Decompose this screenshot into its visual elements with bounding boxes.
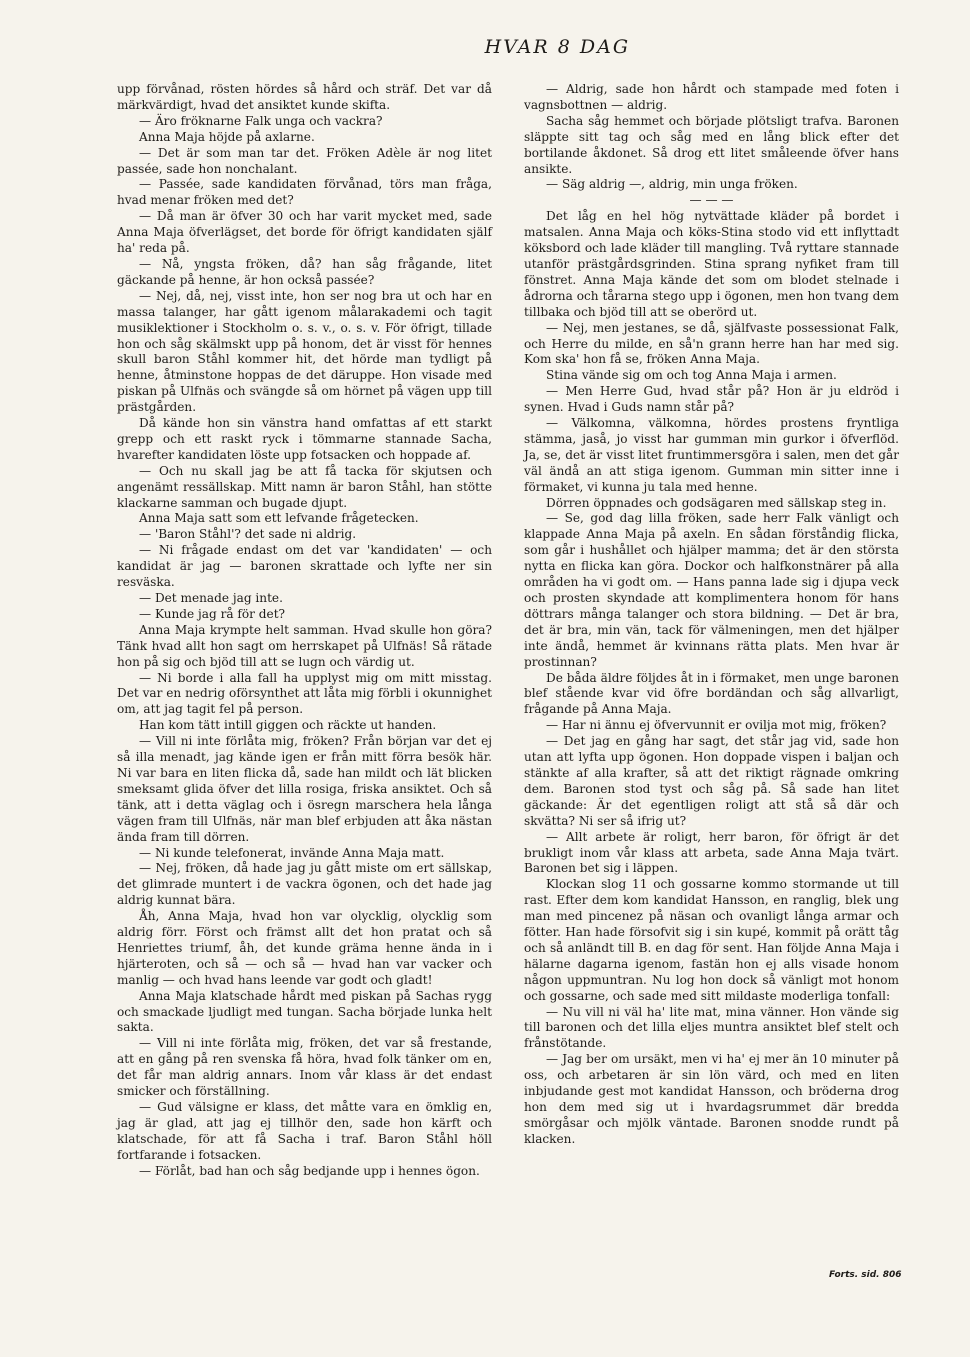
paragraph: Anna Maja klatschade hårdt med piskan på Sachas rygg och smackade ljudligt med tungan. Sacha började lunka helt sakta. (117, 988, 492, 1035)
paragraph: De båda äldre följdes åt in i förmaket, men unge baronen blef stående kvar vid öfre bordändan och såg allvarligt, frågande på Anna Maja. (524, 670, 899, 717)
left-text-column (117, 82, 492, 1180)
paragraph: — Allt arbete är roligt, herr baron, för öfrigt är det brukligt inom vår klass att arbeta, sade Anna Maja tvärt. Baronen bet sig i läppen. (524, 829, 899, 876)
paragraph: — Det är som man tar det. Fröken Adèle är nog litet passée, sade hon nonchalant. (117, 145, 492, 176)
paragraph: — Det menade jag inte. (139, 591, 283, 605)
paragraph: — Ni borde i alla fall ha upplyst mig om mitt misstag. Det var en nedrig oförsynthet att låta mig förbli i okunnighet om, att jag tagit fel på person. (117, 670, 492, 717)
paragraph: Det låg en hel hög nytvättade kläder på bordet i matsalen. Anna Maja och köks-Stina stodo vid ett inflyttadt köksbord och lade kläder till mangling. Två ryttare stannade utanför prästgårdsgrinden. Stina sprang nyfiket fram till fönstret. Anna Maja kände det som om blodet stelnade i ådrorna och tårarna stego upp i ögonen, men hon tvang dem tillbaka och bjöd till att se oberörd ut. (524, 209, 899, 319)
paragraph: — Se, god dag lilla fröken, sade herr Falk vänligt och klappade Anna Maja på axeln. En sådan förståndig flicka, som går i hushållet och hjälper mamma; det är den största nytta en flicka kan göra. Dockor och halfkonstnärer på alla områden ha vi godt om. — Hans panna lade sig i djupa veck och prosten skyndade att komplimentera honom för hans döttrars många talanger och stora bildning. — Det är bra, det är bra, min vän, tack för välmeningen, men det hjälper inte ändå, hemmet är kvinnans rätta plats. Men hvar är prostinnan? (524, 511, 899, 669)
paragraph: — Nu vill ni väl ha' lite mat, mina vänner. Hon vände sig till baronen och det lilla eljes muntra ansiktet blef stelt och frånstötande. (524, 1004, 899, 1051)
paragraph: Dörren öppnades och godsägaren med sällskap steg in. (546, 495, 887, 510)
paragraph: — Nej, men jestanes, se då, själfvaste possessionat Falk, och Herre du milde, en så'n grann herre han har med sig. Kom ska' hon få se, fröken Anna Maja. (524, 320, 899, 367)
paragraph: — Äro fröknarne Falk unga och vackra? (139, 113, 383, 128)
paragraph: — Vill ni inte förlåta mig, fröken? Från början var det ej så illa menadt, jag kände igen er från mitt förra besök här. Ni var bara en liten flicka då, sade han mildt och lät blicken smeksamt glida öfver det lilla rosiga, friska ansiktet. Och så tänk, att i detta väglag och i ösregn marschera hela långa vägen fram till Ulfnäs, när man blef erbjuden att åka nästan ända fram till dörren. (117, 734, 492, 844)
paragraph: — Förlåt, bad han och såg bedjande upp i hennes ögon. (139, 1163, 480, 1178)
paragraph: Anna Maja satt som ett lefvande frågetecken. (139, 511, 419, 526)
paragraph: Stina vände sig om och tog Anna Maja i armen. (546, 368, 837, 383)
paragraph: — Ni kunde telefonerat, invände Anna Maja matt. (139, 845, 445, 860)
paragraph: — Passée, sade kandidaten förvånad, törs man fråga, hvad menar fröken med det? (117, 177, 492, 208)
paragraph: — 'Baron Ståhl'? det sade ni aldrig. (139, 527, 357, 542)
paragraph: upp förvånad, rösten hördes så hård och sträf. Det var då märkvärdigt, hvad det ansiktet kunde skifta. (117, 82, 492, 112)
paragraph: — Nå, yngsta fröken, då? han såg frågande, litet gäckande på henne, är hon också passée? (117, 256, 492, 287)
paragraph: — Men Herre Gud, hvad står på? Hon är ju eldröd i synen. Hvad i Guds namn står på? (524, 384, 899, 415)
paragraph: — Det jag en gång har sagt, det står jag vid, sade hon utan att lyfta upp ögonen. Hon doppade vispen i baljan och stänkte af alla krafter, så att det riktigt rägnade omkring dem. Baronen stod tyst och såg på. Så sade han litet gäckande: Är det egentligen roligt att stå så där och skvätta? Ni ser så ifrig ut? (524, 734, 899, 828)
right-text-column (524, 82, 899, 1148)
paragraph: — Har ni ännu ej öfvervunnit er ovilja mot mig, fröken? (546, 718, 887, 733)
page-header-title: HVAR 8 DAG (484, 36, 630, 58)
paragraph: — Nej, fröken, då hade jag ju gått miste om ert sällskap, det glimrade muntert i de vackra ögonen, och det hade jag aldrig kunnat bära. (117, 861, 492, 908)
paragraph: — Ni frågade endast om det var 'kandidaten' — och kandidat är jag — baronen skrattade och lyfte ner sin resväska. (117, 543, 492, 590)
paragraph: — Och nu skall jag be att få tacka för skjutsen och angenämt ressällskap. Mitt namn är baron Ståhl, han stötte klackarne samman och bugade djupt. (117, 463, 492, 510)
paragraph: Anna Maja höjde på axlarne. (139, 129, 315, 144)
paragraph: — Då man är öfver 30 och har varit mycket med, sade Anna Maja öfverlägset, det borde för öfrigt kandidaten själf ha' reda på. (117, 209, 492, 256)
paragraph: — Välkomna, välkomna, hördes prostens fryntliga stämma, jaså, jo visst har gumman min gurkor i öfverflöd. Ja, se, det är visst litet fruntimmersgöra i salen, men det går väl ändå an att stiga igenom. Gumman min sitter inne i förmaket, vi kunna ju tala med henne. (524, 416, 899, 494)
paragraph: — Säg aldrig —, aldrig, min unga fröken. (546, 177, 798, 192)
paragraph: — Aldrig, sade hon hårdt och stampade med foten i vagnsbottnen — aldrig. (524, 82, 899, 112)
paragraph: — Kunde jag rå för det? (139, 606, 286, 621)
section-break: — — — (689, 193, 734, 208)
paragraph: Då kände hon sin vänstra hand omfattas af ett starkt grepp och ett raskt ryck i tömmarne stannade Sacha, hvarefter kandidaten löste upp fotsacken och hoppade af. (117, 416, 492, 462)
paragraph: — Vill ni inte förlåta mig, fröken, det var så frestande, att en gång på ren svenska få höra, hvad folk tänker om en, det får man aldrig annars. Inom vår klass är det endast smicker och förställning. (117, 1036, 492, 1099)
paragraph: Han kom tätt intill giggen och räckte ut handen. (139, 718, 437, 733)
paragraph: — Nej, då, nej, visst inte, hon ser nog bra ut och har en massa talanger, har gått igenom målarakademi och tagit musiklektioner i Stockholm o. s. v., o. s. v. För öfrigt, tillade hon och såg skälmskt upp på honom, det är visst för hennes skull baron Ståhl kommer hit, det hörde man tydligt på henne, åtminstone hoppas de det däruppe. Hon visade med piskan på Ulfnäs och svängde så om hörnet på vägen upp till prästgården. (117, 288, 492, 415)
paragraph: Åh, Anna Maja, hvad hon var olycklig, olycklig som aldrig förr. Först och främst allt det hon pratat och så Henriettes triumf, åh, det kunde gräma henne ända in i hjärteroten, och så — och så — hvad han var vacker och manlig — och hvad hans leende var godt och gladt! (117, 909, 492, 987)
paragraph: — Gud välsigne er klass, det måtte vara en ömklig en, jag är glad, att jag ej tillhör den, sade hon kärft och klatschade, för att få Sacha i traf. Baron Ståhl höll fortfarande i fotsacken. (117, 1100, 492, 1162)
paragraph: Klockan slog 11 och gossarne kommo stormande ut till rast. Efter dem kom kandidat Hansson, en ranglig, blek ung man med pincenez på näsan och ovanligt långa armar och fötter. Han hade försofvit sig i sin kupé, kommit på orätt tåg och så anländt till B. en dag för sent. Han följde Anna Maja i hälarne dagarna igenom, fastän hon ej alls visade honom någon uppmuntran. Nu log hon dock så vänligt mot honom och gossarne, och sade med sitt mildaste moderliga tonfall: (524, 877, 899, 1003)
paragraph: Sacha såg hemmet och började plötsligt trafva. Baronen släppte sitt tag och såg med en lång blick efter det bortilande åkdonet. Så drog ett litet småleende öfver hans ansikte. (524, 113, 899, 176)
paragraph: Anna Maja krympte helt samman. Hvad skulle hon göra? Tänk hvad allt hon sagt om herrskapet på Ulfnäs! Så rätade hon på sig och bjöd till att se lugn och värdig ut. (117, 622, 492, 669)
continuation-note: Forts. sid. 806 (829, 1270, 902, 1280)
paragraph: — Jag ber om ursäkt, men vi ha' ej mer än 10 minuter på oss, och arbetaren är sin lön värd, och med en liten inbjudande gest mot kandidat Hansson, och bröderna drog hon dem med sig ut i hvardagsrummet där bredda smörgåsar och mjölk väntade. Baronen snodde rundt på klacken. (524, 1052, 899, 1146)
